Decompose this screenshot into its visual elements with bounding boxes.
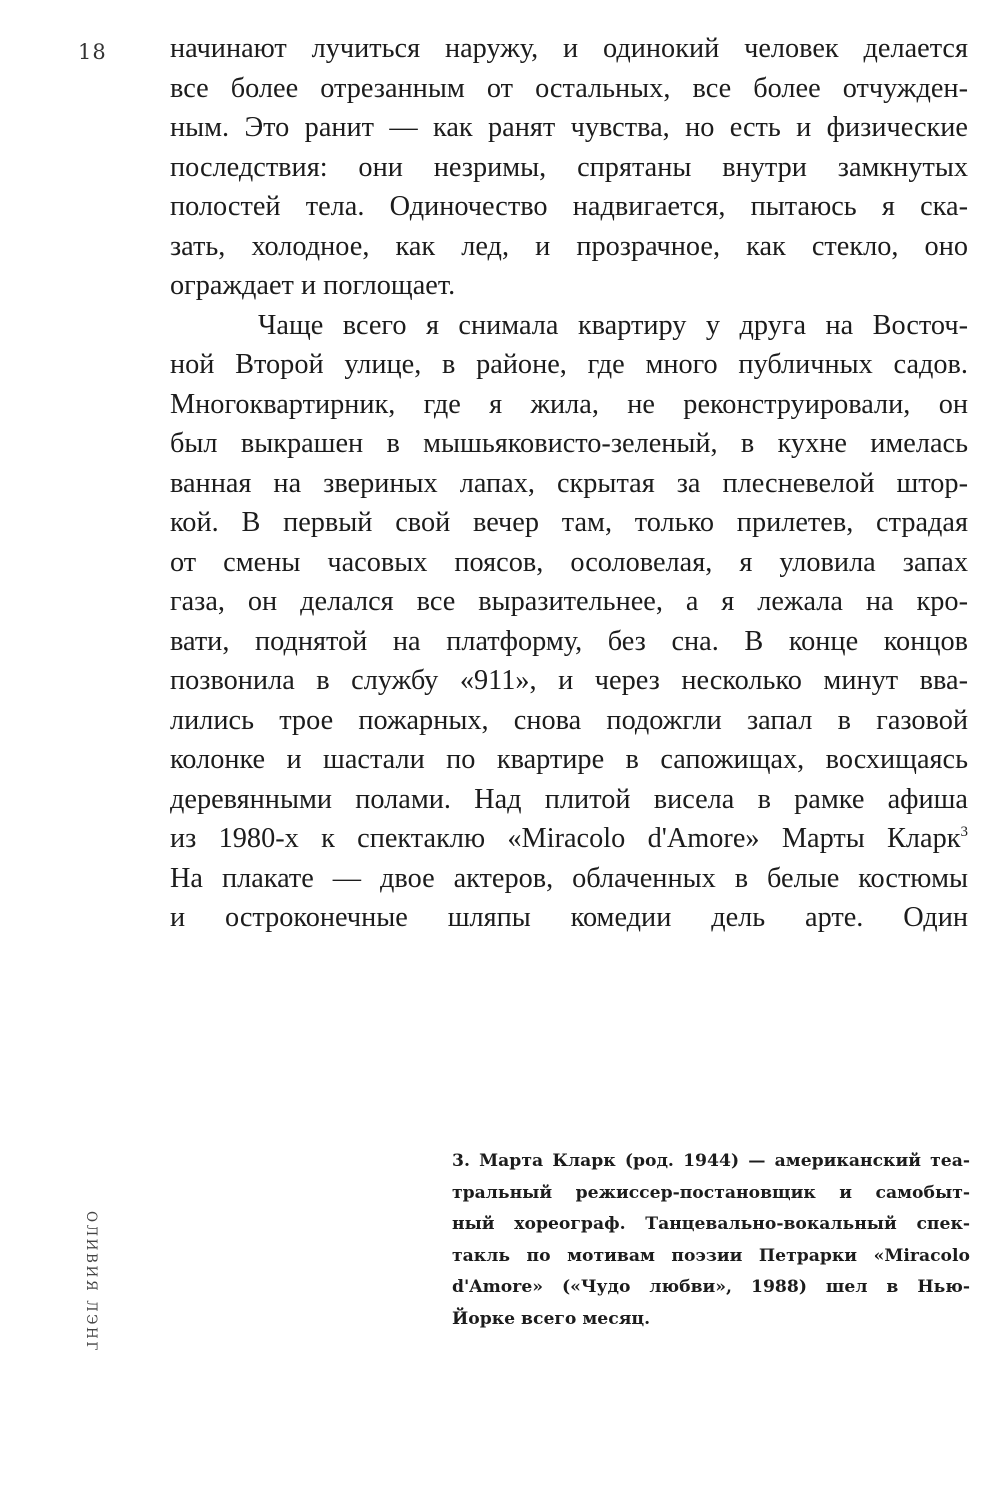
text-line: Многоквартирник, где я жила, не реконструировали, он xyxy=(170,388,968,420)
running-head xyxy=(78,1207,104,1357)
main-text xyxy=(170,29,968,938)
footnote-line: 3. Марта Кларк (род. 1944) — американский теа- xyxy=(452,1151,970,1171)
text-line: позвонила в службу «911», и через несколько минут вва- xyxy=(170,665,968,696)
text-line: все более отрезанным от остальных, все более отчужден- xyxy=(170,72,968,104)
page-number: 18 xyxy=(78,40,107,64)
text-line: кой. В первый свой вечер там, только прилетев, страдая xyxy=(170,507,968,538)
text-line-content: из 1980-х к спектаклю «Miracolo d'Amore» Марты Кларк xyxy=(170,823,961,854)
text-line: вати, поднятой на платформу, без сна. В конце концов xyxy=(170,625,968,657)
text-line: деревянными полами. Над плитой висела в рамке афиша xyxy=(170,783,968,815)
text-line: был выкрашен в мышьяковисто-зеленый, в кухне имелась xyxy=(170,428,968,459)
author-name: ОЛИВИЯ ЛЭНГ xyxy=(83,1211,99,1353)
text-line: от смены часовых поясов, осоловелая, я уловила запах xyxy=(170,546,968,578)
footnote-reference[interactable]: 3 xyxy=(960,824,968,840)
footnote-line: Йорке всего месяц. xyxy=(452,1308,651,1329)
text-line: На плакате — двое актеров, облаченных в белые костюмы xyxy=(170,862,968,894)
text-line: ванная на звериных лапах, скрытая за плесневелой штор- xyxy=(170,467,968,499)
footnote-line: d'Amore» («Чудо любви», 1988) шел в Нью- xyxy=(452,1277,970,1297)
text-line: газа, он делался все выразительнее, а я лежала на кро- xyxy=(170,586,968,617)
text-line: колонке и шастали по квартире в сапожищах, восхищаясь xyxy=(170,744,968,775)
text-line: начинают лучиться наружу, и одинокий человек делается xyxy=(170,33,968,64)
text-line: последствия: они незримы, спрятаны внутри замкнутых xyxy=(170,151,968,183)
text-line: и остроконечные шляпы комедии дель арте. Один xyxy=(170,902,968,933)
text-line: лились трое пожарных, снова подожгли запал в газовой xyxy=(170,704,968,736)
text-line: Чаще всего я снимала квартиру у друга на Восточ- xyxy=(258,309,968,341)
footnote-line: ный хореограф. Танцевально-вокальный спек- xyxy=(452,1214,970,1234)
footnote-line: такль по мотивам поэзии Петрарки «Miracolo xyxy=(452,1245,970,1266)
text-line: ным. Это ранит — как ранят чувства, но есть и физические xyxy=(170,112,968,143)
text-line: полостей тела. Одиночество надвигается, пытаюсь я ска- xyxy=(170,191,968,222)
text-line: ной Второй улице, в районе, где много публичных садов. xyxy=(170,349,968,380)
text-line: зать, холодное, как лед, и прозрачное, как стекло, оно xyxy=(170,230,968,262)
text-line-with-footnote-ref xyxy=(170,819,968,859)
text-line: ограждает и поглощает. xyxy=(170,270,456,301)
footnote xyxy=(452,1146,970,1335)
footnote-line: тральный режиссер-постановщик и самобыт- xyxy=(452,1182,970,1203)
